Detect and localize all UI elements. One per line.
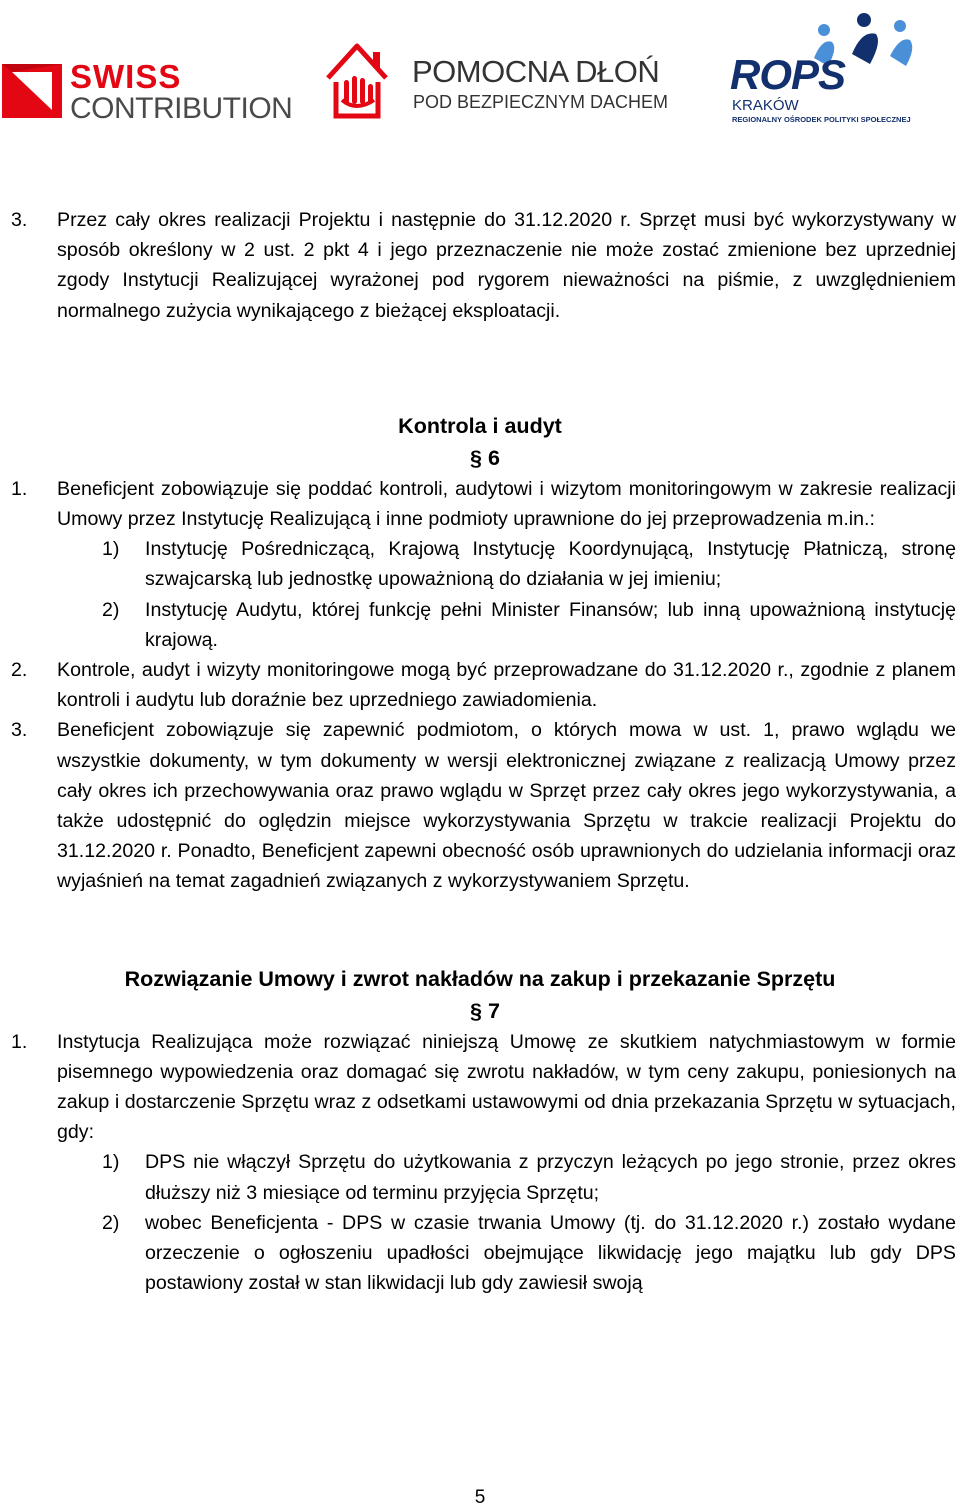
- swiss-flag-icon: [2, 64, 62, 118]
- page-number: 5: [474, 1487, 486, 1508]
- rops-logo-city: KRAKÓW: [732, 97, 799, 114]
- paragraph-text: Beneficjent zobowiązuje się zapewnić podmiotom, o których mowa w ust. 1, prawo wglądu we wszystkie dokumenty, w tym dokumenty w wersji elektronicznej związane z realizacją Umowy przez cały okres ich przechowywania oraz prawo wglądu w Sprzęt przez cały okres jego wykorzystywania, a także udostępnić do oględzin miejsce wykorzystywania Sprzętu w trakcie realizacji Projektu do 31.12.2020 r. Ponadto, Beneficjent zapewni obecność osób uprawnionych do udzielania informacji oraz wyjaśnień na temat zagadnień związanych z wykorzystywaniem Sprzętu.: [57, 719, 956, 893]
- subpoint-text: DPS nie włączył Sprzętu do użytkowania z przyczyn leżących po jego stronie, przez okres dłuższy niż 3 miesiące od terminu przyjęcia Sprzętu;: [145, 1151, 956, 1204]
- paragraph-number: 3.: [11, 209, 28, 231]
- subpoint-text: wobec Beneficjenta - DPS w czasie trwania Umowy (tj. do 31.12.2020 r.) zostało wydane orzeczenie o ogłoszeniu upadłości obejmujące likwidację jego majątku lub gdy DPS postawiony został w stan likwidacji lub gdy zawiesił swoją: [145, 1211, 956, 1295]
- document-body: [0, 205, 960, 1298]
- paragraph-text: Przez cały okres realizacji Projektu i następnie do 31.12.2020 r. Sprzęt musi być wykorzystywany w sposób określony w 2 ust. 2 pkt 4 i jego przeznaczenie nie może zostać zmienione bez uprzedniej zgody Instytucji Realizującej wyrażonej pod rygorem nieważności na piśmie, z uwzględnieniem normalnego zużycia wynikającego z bieżącej eksploatacji.: [57, 209, 956, 322]
- rops-logo-name: ROPS: [730, 51, 846, 98]
- rops-logo-fullname: REGIONALNY OŚRODEK POLITYKI SPOŁECZNEJ: [732, 115, 911, 124]
- section-7-item-1-sub-2: [0, 1208, 960, 1299]
- pomocna-logo-line2: POD BEZPIECZNYM DACHEM: [413, 92, 669, 112]
- section-6-item-3: [0, 715, 960, 896]
- header-logos: [0, 0, 960, 140]
- spacer: [0, 897, 960, 963]
- swiss-contribution-logo: [0, 50, 293, 130]
- swiss-logo-line1: SWISS: [70, 58, 182, 95]
- subpoint-number: 2): [102, 598, 120, 621]
- intro-paragraph: [0, 205, 960, 326]
- section-6-item-1: [0, 474, 960, 534]
- paragraph-text: Kontrole, audyt i wizyty monitoringowe mogą być przeprowadzane do 31.12.2020 r., zgodnie z planem kontroli i audytu lub doraźnie bez uprzedniego zawiadomienia.: [57, 659, 956, 712]
- rops-krakow-logo: [728, 8, 960, 133]
- section-6-item-1-sub-2: [0, 595, 960, 655]
- swiss-logo-line2: CONTRIBUTION: [70, 92, 293, 125]
- house-hand-icon: [322, 40, 392, 122]
- subpoint-number: 1): [102, 1151, 120, 1174]
- section-7-item-1-sub-1: [0, 1147, 960, 1207]
- section-7-item-1: [0, 1027, 960, 1148]
- pomocna-logo-line1: POMOCNA DŁOŃ: [412, 54, 660, 89]
- paragraph-number: 2.: [11, 659, 28, 682]
- section-7-heading: Rozwiązanie Umowy i zwrot nakładów na zakup i przekazanie Sprzętu: [124, 966, 836, 991]
- paragraph-number: 1.: [11, 477, 28, 500]
- section-6-item-1-sub-1: [0, 534, 960, 594]
- paragraph-text: Beneficjent zobowiązuje się poddać kontroli, audytowi i wizytom monitoringowym w zakresie realizacji Umowy przez Instytucję Realizującą i inne podmioty uprawnione do jej przeprowadzenia m.in.:: [57, 477, 956, 531]
- subpoint-text: Instytucję Pośredniczącą, Krajową Instytucję Koordynującą, Instytucję Płatniczą, stronę szwajcarską lub jednostkę upoważnioną do działania w jej imieniu;: [145, 538, 956, 591]
- section-6-mark: § 6: [470, 445, 500, 470]
- paragraph-number: 3.: [11, 719, 28, 742]
- spacer: [0, 326, 960, 410]
- subpoint-number: 1): [102, 538, 120, 561]
- subpoint-number: 2): [102, 1211, 120, 1234]
- section-7-mark: § 7: [470, 998, 500, 1023]
- subpoint-text: Instytucję Audytu, której funkcję pełni Minister Finansów; lub inną upoważnioną instytucję krajową.: [145, 598, 956, 651]
- section-6-item-2: [0, 655, 960, 715]
- pomocna-dlon-logo: [322, 40, 702, 130]
- section-6-heading: Kontrola i audyt: [398, 413, 562, 438]
- paragraph-text: Instytucja Realizująca może rozwiązać niniejszą Umowę ze skutkiem natychmiastowym w formie pisemnego wypowiedzenia oraz domagać się zwrotu nakładów, w tym ceny zakupu, poniesionych na zakup i dostarczenie Sprzętu wraz z odsetkami ustawowymi od dnia przekazania Sprzętu w sytuacjach, gdy:: [57, 1030, 956, 1144]
- paragraph-number: 1.: [11, 1030, 28, 1053]
